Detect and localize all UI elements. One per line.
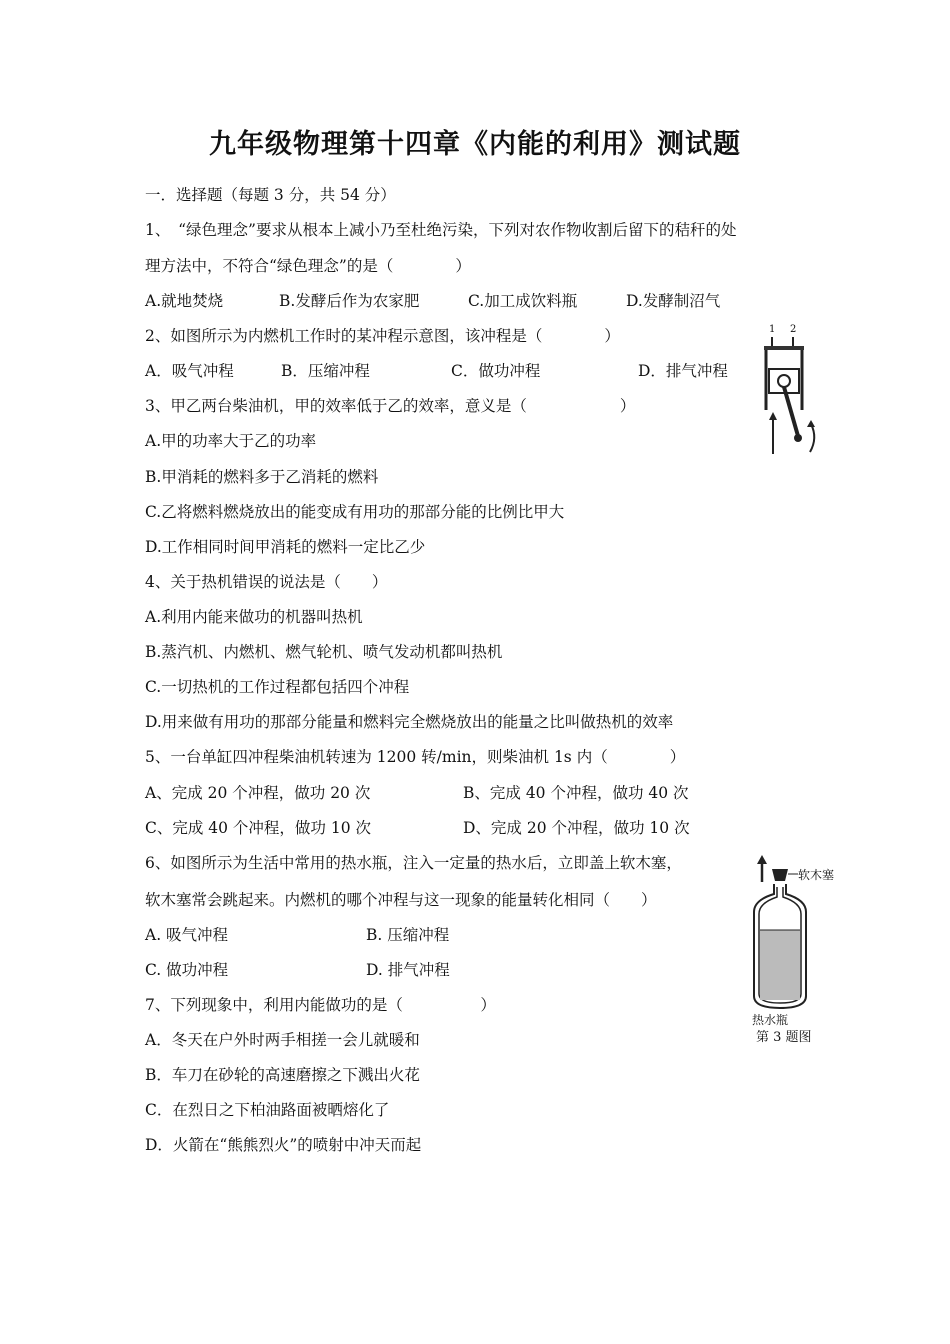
valve-label-1: 1 xyxy=(769,324,776,335)
q2-option-c: C．做功冲程 xyxy=(451,362,541,380)
q5-stem: 5、一台单缸四冲程柴油机转速为 1200 转/min，则柴油机 1s 内（ ） xyxy=(145,748,686,766)
q1-stem-line1: 1、 “绿色理念”要求从根本上减小乃至杜绝污染，下列对农作物收割后留下的秸秆的处 xyxy=(145,221,737,239)
q4-option-d: D.用来做有用功的那部分能量和燃料完全燃烧放出的能量之比叫做热机的效率 xyxy=(145,713,674,731)
q2-option-a: A．吸气冲程 xyxy=(145,362,234,380)
q5-option-c: C、完成 40 个冲程，做功 10 次 xyxy=(145,819,372,837)
q4-option-a: A.利用内能来做功的机器叫热机 xyxy=(145,608,363,626)
q2-option-d: D．排气冲程 xyxy=(638,362,728,380)
q3-stem: 3、甲乙两台柴油机，甲的效率低于乙的效率，意义是（ ） xyxy=(145,397,636,415)
cork-label: 软木塞 xyxy=(798,868,835,882)
q1-option-c: C.加工成饮料瓶 xyxy=(468,292,578,310)
q6-option-a: A. 吸气冲程 xyxy=(145,926,229,944)
page-title: 九年级物理第十四章《内能的利用》测试题 xyxy=(209,129,741,160)
q6-stem-line1: 6、如图所示为生活中常用的热水瓶，注入一定量的热水后，立即盖上软木塞， xyxy=(145,854,682,872)
thermos-figure xyxy=(744,852,866,1045)
q5-option-d: D、完成 20 个冲程，做功 10 次 xyxy=(463,819,690,837)
q3-option-c: C.乙将燃料燃烧放出的能变成有用功的那部分能的比例比甲大 xyxy=(145,503,565,521)
engine-stroke-figure xyxy=(758,324,828,462)
q7-stem: 7、下列现象中，利用内能做功的是（ ） xyxy=(145,996,496,1014)
q2-stem: 2、如图所示为内燃机工作时的某冲程示意图，该冲程是（ ） xyxy=(145,327,620,345)
q1-stem-line2: 理方法中，不符合“绿色理念”的是（ ） xyxy=(145,257,471,275)
q1-option-b: B.发酵后作为农家肥 xyxy=(279,292,420,310)
engine-cylinder-icon xyxy=(758,324,828,462)
q4-option-b: B.蒸汽机、内燃机、燃气轮机、喷气发动机都叫热机 xyxy=(145,643,503,661)
section-heading: 一．选择题（每题 3 分，共 54 分） xyxy=(145,186,396,204)
q4-option-c: C.一切热机的工作过程都包括四个冲程 xyxy=(145,678,410,696)
q1-option-a: A.就地焚烧 xyxy=(145,292,224,310)
q6-option-c: C. 做功冲程 xyxy=(145,961,229,979)
q4-stem: 4、关于热机错误的说法是（ ） xyxy=(145,573,388,591)
q6-stem-line2: 软木塞常会跳起来。内燃机的哪个冲程与这一现象的能量转化相同（ ） xyxy=(145,891,657,909)
q5-option-a: A、完成 20 个冲程，做功 20 次 xyxy=(145,784,371,802)
q5-option-b: B、完成 40 个冲程，做功 40 次 xyxy=(463,784,689,802)
q6-option-b: B. 压缩冲程 xyxy=(366,926,450,944)
q6-option-d: D. 排气冲程 xyxy=(366,961,450,979)
q7-option-d: D．火箭在“熊熊烈火”的喷射中冲天而起 xyxy=(145,1136,422,1154)
q7-option-c: C．在烈日之下柏油路面被晒熔化了 xyxy=(145,1101,390,1119)
thermos-label: 热水瓶 xyxy=(752,1013,789,1027)
q1-option-d: D.发酵制沼气 xyxy=(626,292,721,310)
q3-option-a: A.甲的功率大于乙的功率 xyxy=(145,432,317,450)
q2-option-b: B．压缩冲程 xyxy=(281,362,370,380)
q7-option-b: B．车刀在砂轮的高速磨擦之下溅出火花 xyxy=(145,1066,420,1084)
q3-option-d: D.工作相同时间甲消耗的燃料一定比乙少 xyxy=(145,538,426,556)
figure-caption: 第 3 题图 xyxy=(756,1030,812,1045)
valve-label-2: 2 xyxy=(790,324,797,335)
q7-option-a: A．冬天在户外时两手相搓一会儿就暖和 xyxy=(145,1031,420,1049)
q3-option-b: B.甲消耗的燃料多于乙消耗的燃料 xyxy=(145,468,379,486)
